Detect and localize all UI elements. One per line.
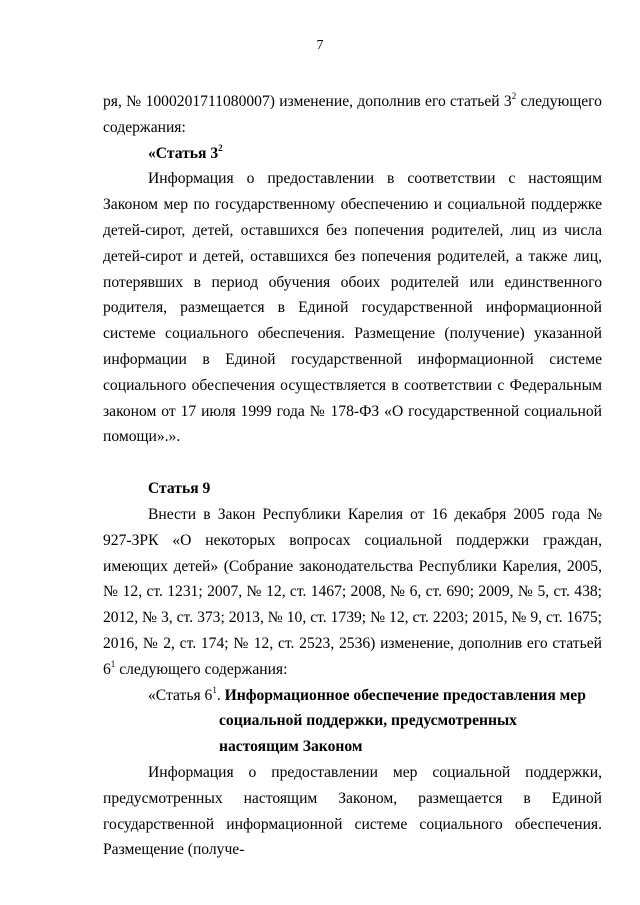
article-9-body-end: следующего содержания: xyxy=(115,660,288,678)
intro-paragraph xyxy=(103,89,602,141)
document-body xyxy=(103,89,602,863)
section-gap xyxy=(103,450,602,476)
article-3-2-body: Информация о предоставлении в соответствии с настоящим Законом мер по государственному обеспечению и социальной поддержке детей-сирот, детей, оставшихся без попечения родителей, лиц из числа детей-сирот и детей, оставшихся без попечения родителей, а также лиц, потерявших в период обучения обоих родителей или единственного родителя, размещается в Единой государственной информационной системе социального обеспечения. Размещение (получение) указанной информации в Единой государственной информационной системе социального обеспечения осуществляется в соответствии с Федеральным законом от 17 июля 1999 года № 178-ФЗ «О государственной социальной помощи».». xyxy=(103,170,602,446)
article-9-heading: Статья 9 xyxy=(148,480,211,498)
article-6-1-title-line-2: социальной поддержки, предусмотренных xyxy=(219,712,517,730)
article-3-2-heading-superscript: 2 xyxy=(218,142,223,153)
article-3-2-heading-text: «Статья 3 xyxy=(148,144,219,162)
article-9-body-superscript: 1 xyxy=(110,658,116,669)
article-9-body xyxy=(103,502,602,683)
article-6-1-prefix-superscript: 1 xyxy=(212,684,217,695)
intro-text: ря, № 1000201711080007) изменение, дополнив его статьей 3 xyxy=(103,93,512,110)
article-6-1-body: Информация о предоставлении мер социальной поддержки, предусмотренных настоящим Законом, размещается в Единой государственной информационной системе социального обеспечения. Размещение (получе- xyxy=(103,763,602,859)
article-6-1-title-line-1: Информационное обеспечение предоставления мер xyxy=(224,686,586,704)
intro-superscript: 2 xyxy=(511,91,517,101)
article-6-1-prefix-dot: . xyxy=(216,686,225,704)
page-number: 7 xyxy=(316,38,324,53)
article-6-1-title xyxy=(103,683,602,760)
article-6-1-prefix-text: «Статья 6 xyxy=(148,686,213,704)
article-6-1-prefix xyxy=(103,684,586,704)
article-6-1-title-line-3: настоящим Законом xyxy=(219,738,363,756)
article-3-2-heading xyxy=(103,141,602,167)
intro-text-end: следующего содержания: xyxy=(103,93,602,136)
article-9-body-text: Внести в Закон Республики Карелия от 16 декабря 2005 года № 927-ЗРК «О некоторых вопросах социальной поддержки граждан, имеющих детей» (Собрание законодательства Республики Карелия, 2005, № 12, ст. 1231; 2007, № 12, ст. 1467; 2008, № 6, ст. 690; 2009, № 5, ст. 438; 2012, № 3, ст. 373; 2013, № 10, ст. 1739; № 12, ст. 2203; 2015, № 9, ст. 1675; 2016, № 2, ст. 174; № 12, ст. 2523, 2536) изменение, дополнив его статьей 6 xyxy=(103,505,602,678)
